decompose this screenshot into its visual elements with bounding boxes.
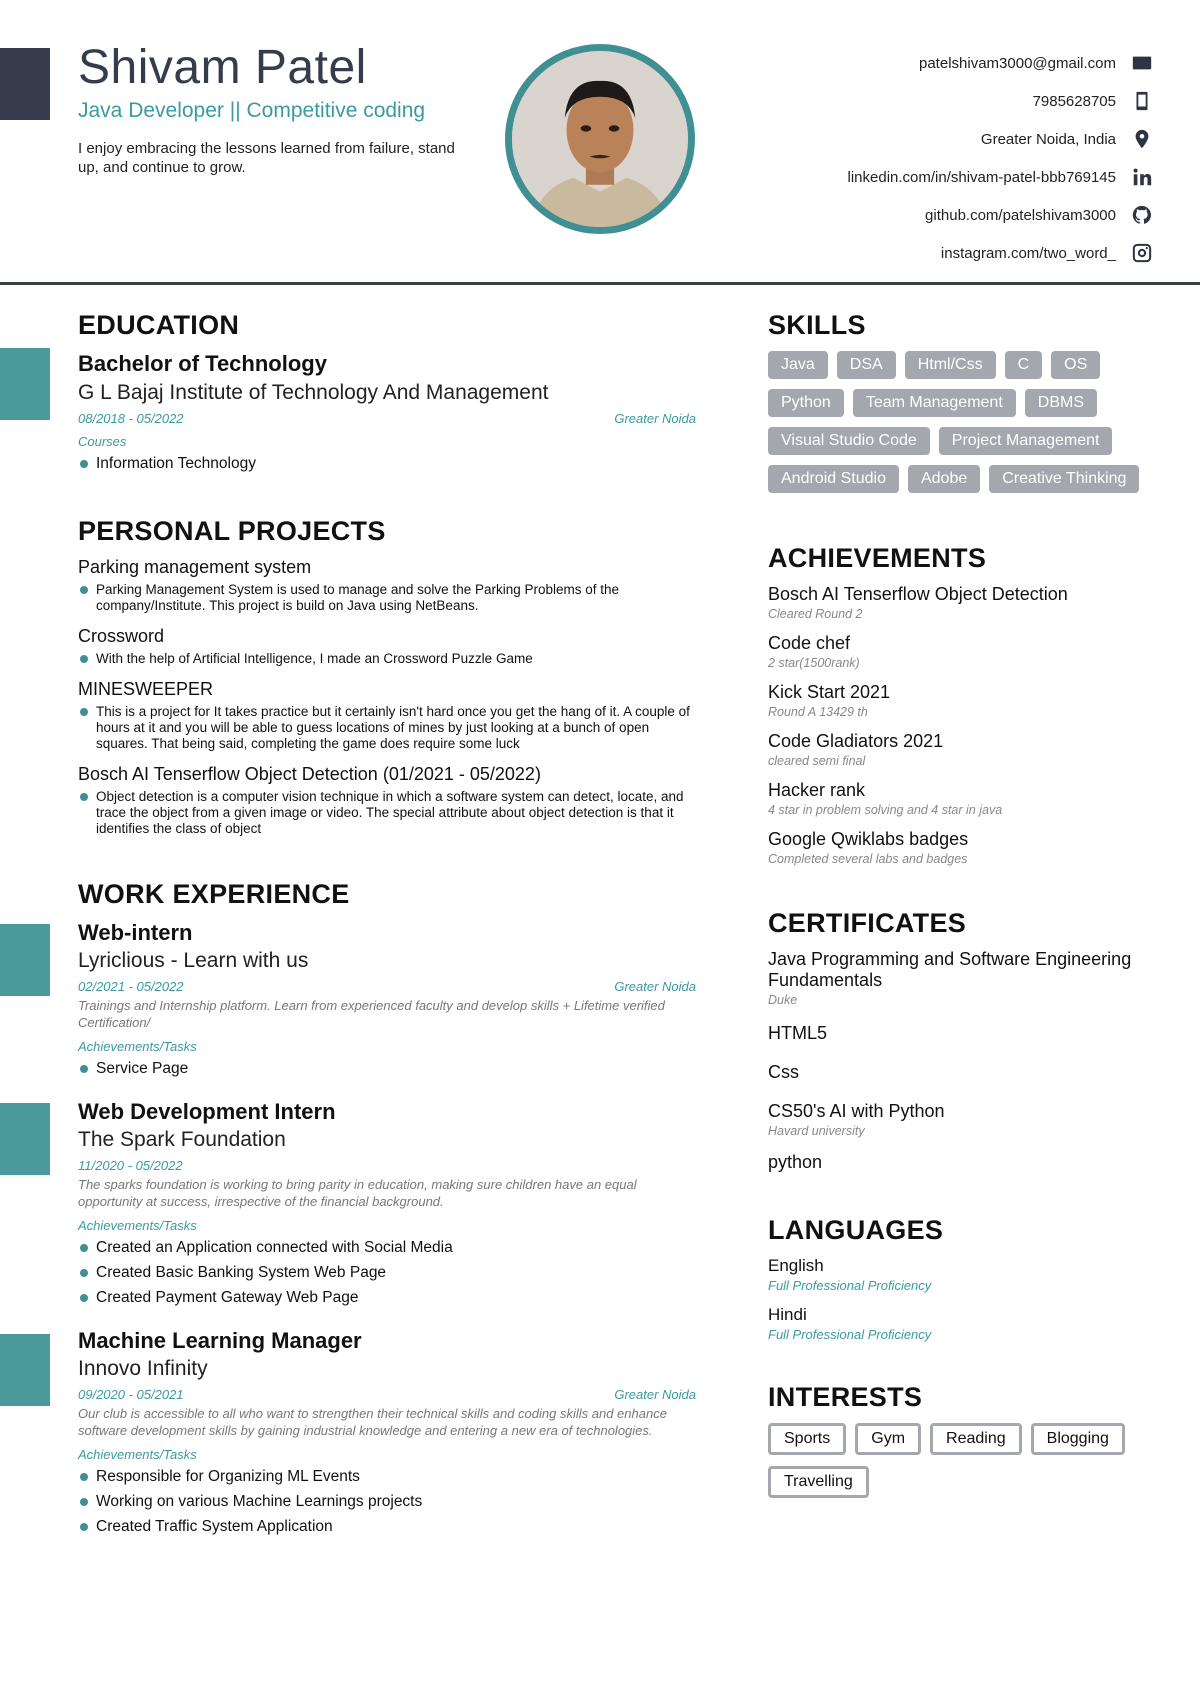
contact-github-text[interactable]: github.com/patelshivam3000 [925,206,1116,224]
job-location: Greater Noida [614,1387,696,1402]
achievement-title: Code Gladiators 2021 [768,731,944,751]
achievements-section [768,543,1168,866]
education-marker [0,348,50,420]
certificates-section [768,908,1168,1173]
skill-tag: Python [768,389,844,417]
project-desc: With the help of Artificial Intelligence, I made an Crossword Puzzle Game [78,651,696,667]
achievement-subtitle: 2 star(1500rank) [768,656,860,670]
education-dates: 08/2018 - 05/2022 [78,411,184,426]
education-heading: EDUCATION [78,310,240,340]
education-degree: Bachelor of Technology [78,351,327,376]
job-location: Greater Noida [614,979,696,994]
job-entry [78,1328,696,1537]
task-item: Created Traffic System Application [78,1516,696,1537]
skills-list [768,351,1168,493]
achievement-title: Kick Start 2021 [768,682,891,702]
contact-location [848,120,1155,158]
projects-heading: PERSONAL PROJECTS [78,516,386,546]
skill-tag: Html/Css [905,351,996,379]
achievement-subtitle: Round A 13429 th [768,705,868,719]
certificate-title: Css [768,1062,799,1082]
instagram-icon [1130,241,1154,265]
skill-tag: Team Management [853,389,1016,417]
certificate-title: CS50's AI with Python [768,1101,945,1121]
contact-location-text: Greater Noida, India [980,130,1116,148]
task-item: Responsible for Organizing ML Events [78,1466,696,1487]
tasks-label: Achievements/Tasks [78,1447,197,1462]
resume-header [0,0,1200,285]
contact-linkedin-text[interactable]: linkedin.com/in/shivam-patel-bbb769145 [847,168,1116,186]
profile-photo-illustration [512,51,688,227]
language-name: Hindi [768,1305,807,1324]
header-accent-block [0,48,50,120]
education-section [78,310,696,474]
education-location: Greater Noida [614,411,696,426]
education-meta [78,411,696,426]
envelope-icon [1130,51,1154,75]
tasks-list [78,1237,696,1308]
contact-phone-text[interactable]: 7985628705 [1032,92,1116,110]
skill-tag: DSA [837,351,896,379]
left-column [78,310,696,1541]
language-name: English [768,1256,824,1275]
course-item: Information Technology [78,453,696,474]
tasks-label: Achievements/Tasks [78,1218,197,1233]
courses-list [78,453,696,474]
job-description: The sparks foundation is working to bring parity in education, making sure children have an equal opportunity at success, irrespective of the financial background. [78,1177,637,1209]
interests-heading: INTERESTS [768,1382,923,1412]
skill-tag: Creative Thinking [989,465,1139,493]
interest-tag: Blogging [1031,1423,1125,1455]
job-meta [78,1387,696,1402]
languages-section [768,1215,1168,1342]
linkedin-icon [1130,165,1154,189]
candidate-title: Java Developer || Competitive coding [78,99,426,122]
contact-email-text[interactable]: patelshivam3000@gmail.com [919,54,1116,72]
project-desc-list [78,651,696,667]
task-item: Created an Application connected with Social Media [78,1237,696,1258]
skill-tag: Android Studio [768,465,899,493]
contact-linkedin[interactable] [848,158,1155,196]
achievement-title: Code chef [768,633,851,653]
skills-section [768,310,1168,493]
certificate-issuer: Havard university [768,1124,865,1138]
projects-section [78,516,696,837]
certificates-heading: CERTIFICATES [768,908,967,938]
skill-tag: Project Management [939,427,1113,455]
task-item: Created Basic Banking System Web Page [78,1262,696,1283]
profile-photo [505,44,695,234]
certificate-title: python [768,1152,823,1172]
work-heading: WORK EXPERIENCE [78,879,350,909]
job-title: Web Development Intern [78,1099,336,1124]
project-desc-list [78,789,696,837]
job-meta [78,1158,696,1173]
job-company: The Spark Foundation [78,1128,286,1151]
achievements-heading: ACHIEVEMENTS [768,543,987,573]
skills-heading: SKILLS [768,310,866,340]
interest-tag: Travelling [768,1466,869,1498]
project-desc-list [78,704,696,752]
job-company: Innovo Infinity [78,1357,208,1380]
github-icon [1130,203,1154,227]
job-title: Machine Learning Manager [78,1328,362,1353]
contact-instagram[interactable] [848,234,1155,272]
contact-phone[interactable] [848,82,1155,120]
achievement-subtitle: 4 star in problem solving and 4 star in java [768,803,1003,817]
achievement-subtitle: cleared semi final [768,754,866,768]
task-item: Working on various Machine Learnings projects [78,1491,696,1512]
contact-instagram-text[interactable]: instagram.com/two_word_ [940,244,1116,262]
tasks-list [78,1058,696,1079]
skill-tag: OS [1051,351,1100,379]
interests-section [768,1382,1168,1498]
project-name: MINESWEEPER [78,679,214,699]
project-name: Crossword [78,626,165,646]
interests-list [768,1423,1148,1498]
achievement-subtitle: Completed several labs and badges [768,852,968,866]
job-1-marker [0,924,50,996]
project-desc-list [78,582,696,614]
job-title: Web-intern [78,920,193,945]
language-level: Full Professional Proficiency [768,1327,932,1342]
project-desc: Parking Management System is used to manage and solve the Parking Problems of the company/Institute. This project is build on Java using NetBeans. [78,582,696,614]
job-dates: 09/2020 - 05/2021 [78,1387,184,1402]
job-2-marker [0,1103,50,1175]
skill-tag: DBMS [1025,389,1097,417]
job-entry [78,920,696,1079]
skill-tag: Java [768,351,828,379]
contact-list [848,44,1155,272]
certificate-issuer: Duke [768,993,798,1007]
skill-tag: Adobe [908,465,980,493]
certificate-title: HTML5 [768,1023,828,1043]
job-entry [78,1099,696,1308]
interest-tag: Gym [855,1423,921,1455]
candidate-name: Shivam Patel [78,41,367,94]
right-column [768,310,1168,1498]
achievement-subtitle: Cleared Round 2 [768,607,863,621]
contact-github[interactable] [848,196,1155,234]
interest-tag: Sports [768,1423,846,1455]
project-name: Bosch AI Tenserflow Object Detection (01/2021 - 05/2022) [78,764,541,784]
phone-icon [1130,89,1154,113]
job-description: Our club is accessible to all who want to strengthen their technical skills and coding skills and enhance software development skills by gaining industrial knowledge and entering a new era of technologies. [78,1406,667,1438]
contact-email[interactable] [848,44,1155,82]
location-pin-icon [1130,127,1154,151]
task-item: Created Payment Gateway Web Page [78,1287,696,1308]
interest-tag: Reading [930,1423,1022,1455]
candidate-summary: I enjoy embracing the lessons learned from failure, stand up, and continue to grow. [78,140,455,176]
job-3-marker [0,1334,50,1406]
courses-label: Courses [78,434,127,449]
job-dates: 02/2021 - 05/2022 [78,979,184,994]
achievement-title: Google Qwiklabs badges [768,829,969,849]
project-desc: This is a project for It takes practice but it certainly isn't hard once you get the hang of it. A couple of hours at it and you will be able to guess locations of mines by just looking at a bunch of open squares. That being said, completing the game does require some luck [78,704,696,752]
job-dates: 11/2020 - 05/2022 [78,1158,183,1173]
skill-tag: Visual Studio Code [768,427,930,455]
tasks-label: Achievements/Tasks [78,1039,197,1054]
achievement-title: Bosch AI Tenserflow Object Detection [768,584,1068,604]
project-name: Parking management system [78,557,312,577]
language-level: Full Professional Proficiency [768,1278,932,1293]
certificate-title: Java Programming and Software Engineering Fundamentals [768,949,1132,990]
work-section [78,879,696,1537]
job-meta [78,979,696,994]
project-desc: Object detection is a computer vision technique in which a software system can detect, locate, and trace the object from a given image or video. The special attribute about object detection is that it identifies the class of object [78,789,696,837]
skill-tag: C [1005,351,1043,379]
job-company: Lyriclious - Learn with us [78,949,309,972]
task-item: Service Page [78,1058,696,1079]
education-school: G L Bajaj Institute of Technology And Management [78,381,549,404]
achievement-title: Hacker rank [768,780,866,800]
job-description: Trainings and Internship platform. Learn from experienced faculty and develop skills + Lifetime verified Certification/ [78,998,665,1030]
tasks-list [78,1466,696,1537]
languages-heading: LANGUAGES [768,1215,944,1245]
